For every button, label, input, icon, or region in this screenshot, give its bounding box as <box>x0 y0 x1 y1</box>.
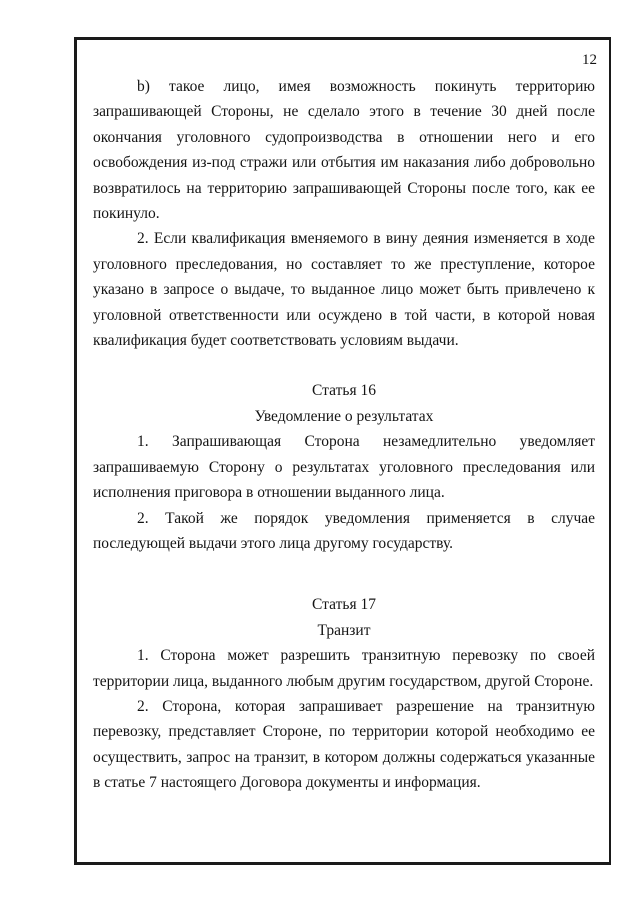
spacer <box>93 353 595 378</box>
article-16-number: Статья 16 <box>312 382 376 400</box>
page-number: 12 <box>582 52 597 68</box>
article-17-paragraph-1: 1. Сторона может разрешить транзитную перевозку по своей территории лица, выданного любым другим государством, другой Стороне. <box>93 647 595 690</box>
paragraph-2: 2. Если квалификация вменяемого в вину деяния изменяется в ходе уголовного преследования, но составляет то же преступление, которое указано в запросе о выдаче, то выданное лицо может быть привлечено к уголовной ответственности или осуждено в той части, в которой новая квалификация будет соответствовать условиям выдачи. <box>93 230 595 350</box>
article-17-number: Статья 17 <box>312 596 376 614</box>
spacer <box>93 556 595 592</box>
article-17-title: Транзит <box>317 621 371 639</box>
document-body <box>93 74 595 796</box>
page-frame <box>74 37 611 865</box>
article-16-title: Уведомление о результатах <box>254 407 434 425</box>
article-17-paragraph-2: 2. Сторона, которая запрашивает разрешение на транзитную перевозку, представляет Стороне, по территории которой необходимо ее осуществить, запрос на транзит, в котором должны содержаться указанные в статье 7 настоящего Договора документы и информация. <box>93 697 595 792</box>
article-16-paragraph-2: 2. Такой же порядок уведомления применяется в случае последующей выдачи этого лица другому государству. <box>93 509 595 552</box>
article-16-paragraph-1: 1. Запрашивающая Сторона незамедлительно уведомляет запрашиваемую Сторону о результатах уголовного преследования или исполнения приговора в отношении выданного лица. <box>93 433 595 502</box>
paragraph-b: b) такое лицо, имея возможность покинуть территорию запрашивающей Стороны, не сделало этого в течение 30 дней после окончания уголовного судопроизводства в отношении него и его освобождения из-под стражи или отбытия им наказания либо добровольно возвратилось на территорию запрашивающей Стороны после того, как ее покинуло. <box>93 78 595 223</box>
